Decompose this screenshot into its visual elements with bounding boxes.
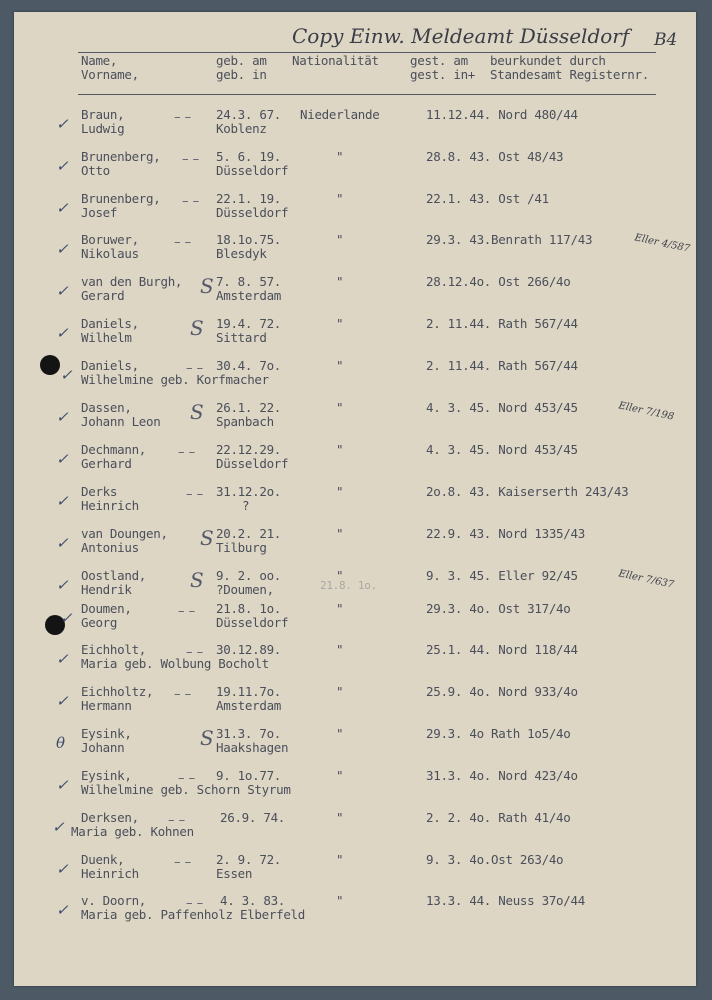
death-record: 22.9. 43. Nord 1335/43: [426, 526, 585, 541]
nationality: ": [336, 484, 344, 499]
death-record: 2. 11.44. Rath 567/44: [426, 358, 578, 373]
check-mark: ✓: [56, 492, 69, 510]
check-mark: ✓: [56, 576, 69, 594]
birth-place: Tilburg: [216, 540, 267, 555]
nationality: ": [336, 232, 344, 247]
dash-mark: – –: [174, 855, 192, 870]
nationality: ": [336, 568, 344, 583]
death-record: 2. 2. 4o. Rath 41/4o: [426, 810, 571, 825]
header-geb-in: geb. in: [216, 67, 267, 82]
dash-mark: – –: [168, 813, 186, 828]
check-mark: ✓: [56, 901, 69, 919]
header-gest-in: gest. in+: [410, 67, 476, 82]
nationality: ": [336, 149, 344, 164]
birth-date: 19.11.7o.: [216, 684, 282, 699]
birth-date: 7. 8. 57.: [216, 274, 282, 289]
dash-mark: – –: [178, 445, 196, 460]
check-mark: ✓: [56, 157, 69, 175]
surname: Oostland,: [81, 568, 147, 583]
surname: Eysink,: [81, 768, 132, 783]
first-name: Antonius: [81, 540, 139, 555]
nationality: ": [336, 400, 344, 415]
birth-date: 18.1o.75.: [216, 232, 282, 247]
birth-date: 22.1. 19.: [216, 191, 282, 206]
birth-place: Amsterdam: [216, 288, 282, 303]
nationality: ": [336, 358, 344, 373]
document-page: [14, 12, 696, 986]
check-mark: ✓: [60, 609, 73, 627]
surname: van den Burgh,: [81, 274, 183, 289]
check-mark: ✓: [56, 240, 69, 258]
death-record: 9. 3. 45. Eller 92/45: [426, 568, 578, 583]
death-record: 28.8. 43. Ost 48/43: [426, 149, 564, 164]
death-record: 28.12.4o. Ost 266/4o: [426, 274, 571, 289]
first-name: Wilhelmine geb. Schorn Styrum: [81, 782, 291, 797]
s-mark: S: [200, 526, 214, 550]
death-record: 25.1. 44. Nord 118/44: [426, 642, 578, 657]
margin-note: Eller 7/198: [617, 400, 675, 423]
birth-date: 30.12.89.: [216, 642, 282, 657]
first-name: Hendrik: [81, 582, 132, 597]
s-mark: S: [200, 274, 214, 298]
check-mark: ✓: [56, 650, 69, 668]
dash-mark: – –: [174, 687, 192, 702]
nationality: ": [336, 768, 344, 783]
surname: van Doungen,: [81, 526, 168, 541]
margin-note: Eller 7/637: [617, 568, 675, 591]
nationality: ": [336, 526, 344, 541]
first-name: Wilhelmine geb. Korfmacher: [81, 372, 269, 387]
death-record: 9. 3. 4o.Ost 263/4o: [426, 852, 564, 867]
first-name: Ludwig: [81, 121, 125, 136]
birth-date: 31.12.2o.: [216, 484, 282, 499]
header-beurkundet: beurkundet durch: [490, 53, 606, 68]
birth-date: 24.3. 67.: [216, 107, 282, 122]
nationality: ": [336, 810, 344, 825]
punch-hole-top: [40, 355, 60, 375]
dash-mark: – –: [178, 604, 196, 619]
dash-mark: – –: [182, 194, 200, 209]
birth-place: Düsseldorf: [216, 615, 289, 630]
dash-mark: – –: [174, 235, 192, 250]
check-mark: ✓: [52, 818, 65, 836]
birth-date: 9. 2. oo.: [216, 568, 282, 583]
header-vorname: Vorname,: [81, 67, 139, 82]
birth-date: 2. 9. 72.: [216, 852, 282, 867]
surname: Derksen,: [81, 810, 139, 825]
birth-place: Spanbach: [216, 414, 274, 429]
dash-mark: – –: [186, 487, 204, 502]
check-mark: ✓: [56, 408, 69, 426]
first-name: Johann Leon: [81, 414, 161, 429]
header-name: Name,: [81, 53, 118, 68]
header-geb-am: geb. am: [216, 53, 267, 68]
check-mark: ✓: [56, 282, 69, 300]
death-record: 29.3. 4o Rath 1o5/4o: [426, 726, 571, 741]
nationality: ": [336, 274, 344, 289]
surname: Brunenberg,: [81, 149, 161, 164]
dash-mark: – –: [186, 361, 204, 376]
nationality: ": [336, 601, 344, 616]
header-rule-bottom: [78, 94, 656, 95]
birth-place: Essen: [216, 866, 253, 881]
birth-place: Blesdyk: [216, 246, 267, 261]
nationality: ": [336, 191, 344, 206]
birth-place: ?: [242, 498, 250, 513]
birth-date: 9. 1o.77.: [216, 768, 282, 783]
surname: Eichholt,: [81, 642, 147, 657]
header-standesamt: Standesamt Registernr.: [490, 67, 649, 82]
nationality: ": [336, 726, 344, 741]
nationality: ": [336, 642, 344, 657]
first-name: Georg: [81, 615, 118, 630]
birth-place: Amsterdam: [216, 698, 282, 713]
first-name: Maria geb. Kohnen: [71, 824, 194, 839]
first-name: Hermann: [81, 698, 132, 713]
dash-mark: – –: [178, 771, 196, 786]
surname: Boruwer,: [81, 232, 139, 247]
first-name: Johann: [81, 740, 125, 755]
surname: v. Doorn,: [81, 893, 147, 908]
page-number: B4: [654, 30, 678, 50]
first-name: Maria geb. Paffenholz Elberfeld: [81, 907, 305, 922]
surname: Eichholtz,: [81, 684, 154, 699]
first-name: Josef: [81, 205, 118, 220]
s-mark: S: [190, 400, 204, 424]
death-record: 11.12.44. Nord 480/44: [426, 107, 578, 122]
death-record: 13.3. 44. Neuss 37o/44: [426, 893, 585, 908]
check-mark: ✓: [56, 692, 69, 710]
death-record: 25.9. 4o. Nord 933/4o: [426, 684, 578, 699]
death-record: 2o.8. 43. Kaiserserth 243/43: [426, 484, 629, 499]
nationality: ": [336, 893, 344, 908]
header-handwritten-note: Copy Einw. Meldeamt Düsseldorf: [292, 24, 630, 48]
s-mark: S: [190, 316, 204, 340]
first-name: Gerhard: [81, 456, 132, 471]
nationality: ": [336, 684, 344, 699]
check-mark: θ: [56, 734, 66, 752]
s-mark: S: [200, 726, 214, 750]
surname: Derks: [81, 484, 118, 499]
first-name: Wilhelm: [81, 330, 132, 345]
birth-place: Düsseldorf: [216, 205, 289, 220]
birth-date: 26.9. 74.: [220, 810, 286, 825]
surname: Daniels,: [81, 316, 139, 331]
margin-note: Eller 4/587: [633, 232, 691, 255]
nationality: ": [336, 852, 344, 867]
birth-date: 30.4. 7o.: [216, 358, 282, 373]
death-record: 2. 11.44. Rath 567/44: [426, 316, 578, 331]
death-record: 4. 3. 45. Nord 453/45: [426, 442, 578, 457]
check-mark: ✓: [56, 115, 69, 133]
check-mark: ✓: [56, 199, 69, 217]
first-name: Heinrich: [81, 498, 139, 513]
birth-place: Düsseldorf: [216, 163, 289, 178]
death-record: 4. 3. 45. Nord 453/45: [426, 400, 578, 415]
birth-date: 5. 6. 19.: [216, 149, 282, 164]
check-mark: ✓: [56, 860, 69, 878]
surname: Duenk,: [81, 852, 125, 867]
check-mark: ✓: [56, 534, 69, 552]
first-name: Otto: [81, 163, 110, 178]
surname: Dassen,: [81, 400, 132, 415]
birth-place: Koblenz: [216, 121, 267, 136]
birth-place: Sittard: [216, 330, 267, 345]
birth-date: 21.8. 1o.: [216, 601, 282, 616]
header-nationalitaet: Nationalität: [292, 53, 379, 68]
birth-place: ?Doumen,: [216, 582, 274, 597]
s-mark: S: [190, 568, 204, 592]
dash-mark: – –: [186, 896, 204, 911]
nationality: ": [336, 316, 344, 331]
surname: Doumen,: [81, 601, 132, 616]
birth-date: 31.3. 7o.: [216, 726, 282, 741]
death-record: 22.1. 43. Ost /41: [426, 191, 549, 206]
check-mark: ✓: [60, 366, 73, 384]
birth-date: 4. 3. 83.: [220, 893, 286, 908]
faint-crossed-text: 21.8. 1o.: [320, 579, 377, 592]
birth-place: Haakshagen: [216, 740, 289, 755]
surname: Brunenberg,: [81, 191, 161, 206]
death-record: 31.3. 4o. Nord 423/4o: [426, 768, 578, 783]
check-mark: ✓: [56, 324, 69, 342]
check-mark: ✓: [56, 450, 69, 468]
first-name: Heinrich: [81, 866, 139, 881]
header-rule-top: [78, 52, 656, 53]
nationality: Niederlande: [300, 107, 380, 122]
death-record: 29.3. 43.Benrath 117/43: [426, 232, 593, 247]
dash-mark: – –: [174, 110, 192, 125]
surname: Daniels,: [81, 358, 139, 373]
surname: Dechmann,: [81, 442, 147, 457]
first-name: Gerard: [81, 288, 125, 303]
surname: Braun,: [81, 107, 125, 122]
birth-date: 22.12.29.: [216, 442, 282, 457]
dash-mark: – –: [186, 645, 204, 660]
birth-place: Düsseldorf: [216, 456, 289, 471]
nationality: ": [336, 442, 344, 457]
birth-date: 19.4. 72.: [216, 316, 282, 331]
birth-date: 26.1. 22.: [216, 400, 282, 415]
check-mark: ✓: [56, 776, 69, 794]
birth-date: 20.2. 21.: [216, 526, 282, 541]
death-record: 29.3. 4o. Ost 317/4o: [426, 601, 571, 616]
surname: Eysink,: [81, 726, 132, 741]
first-name: Nikolaus: [81, 246, 139, 261]
dash-mark: – –: [182, 152, 200, 167]
header-gest-am: gest. am: [410, 53, 468, 68]
first-name: Maria geb. Wolbung Bocholt: [81, 656, 269, 671]
